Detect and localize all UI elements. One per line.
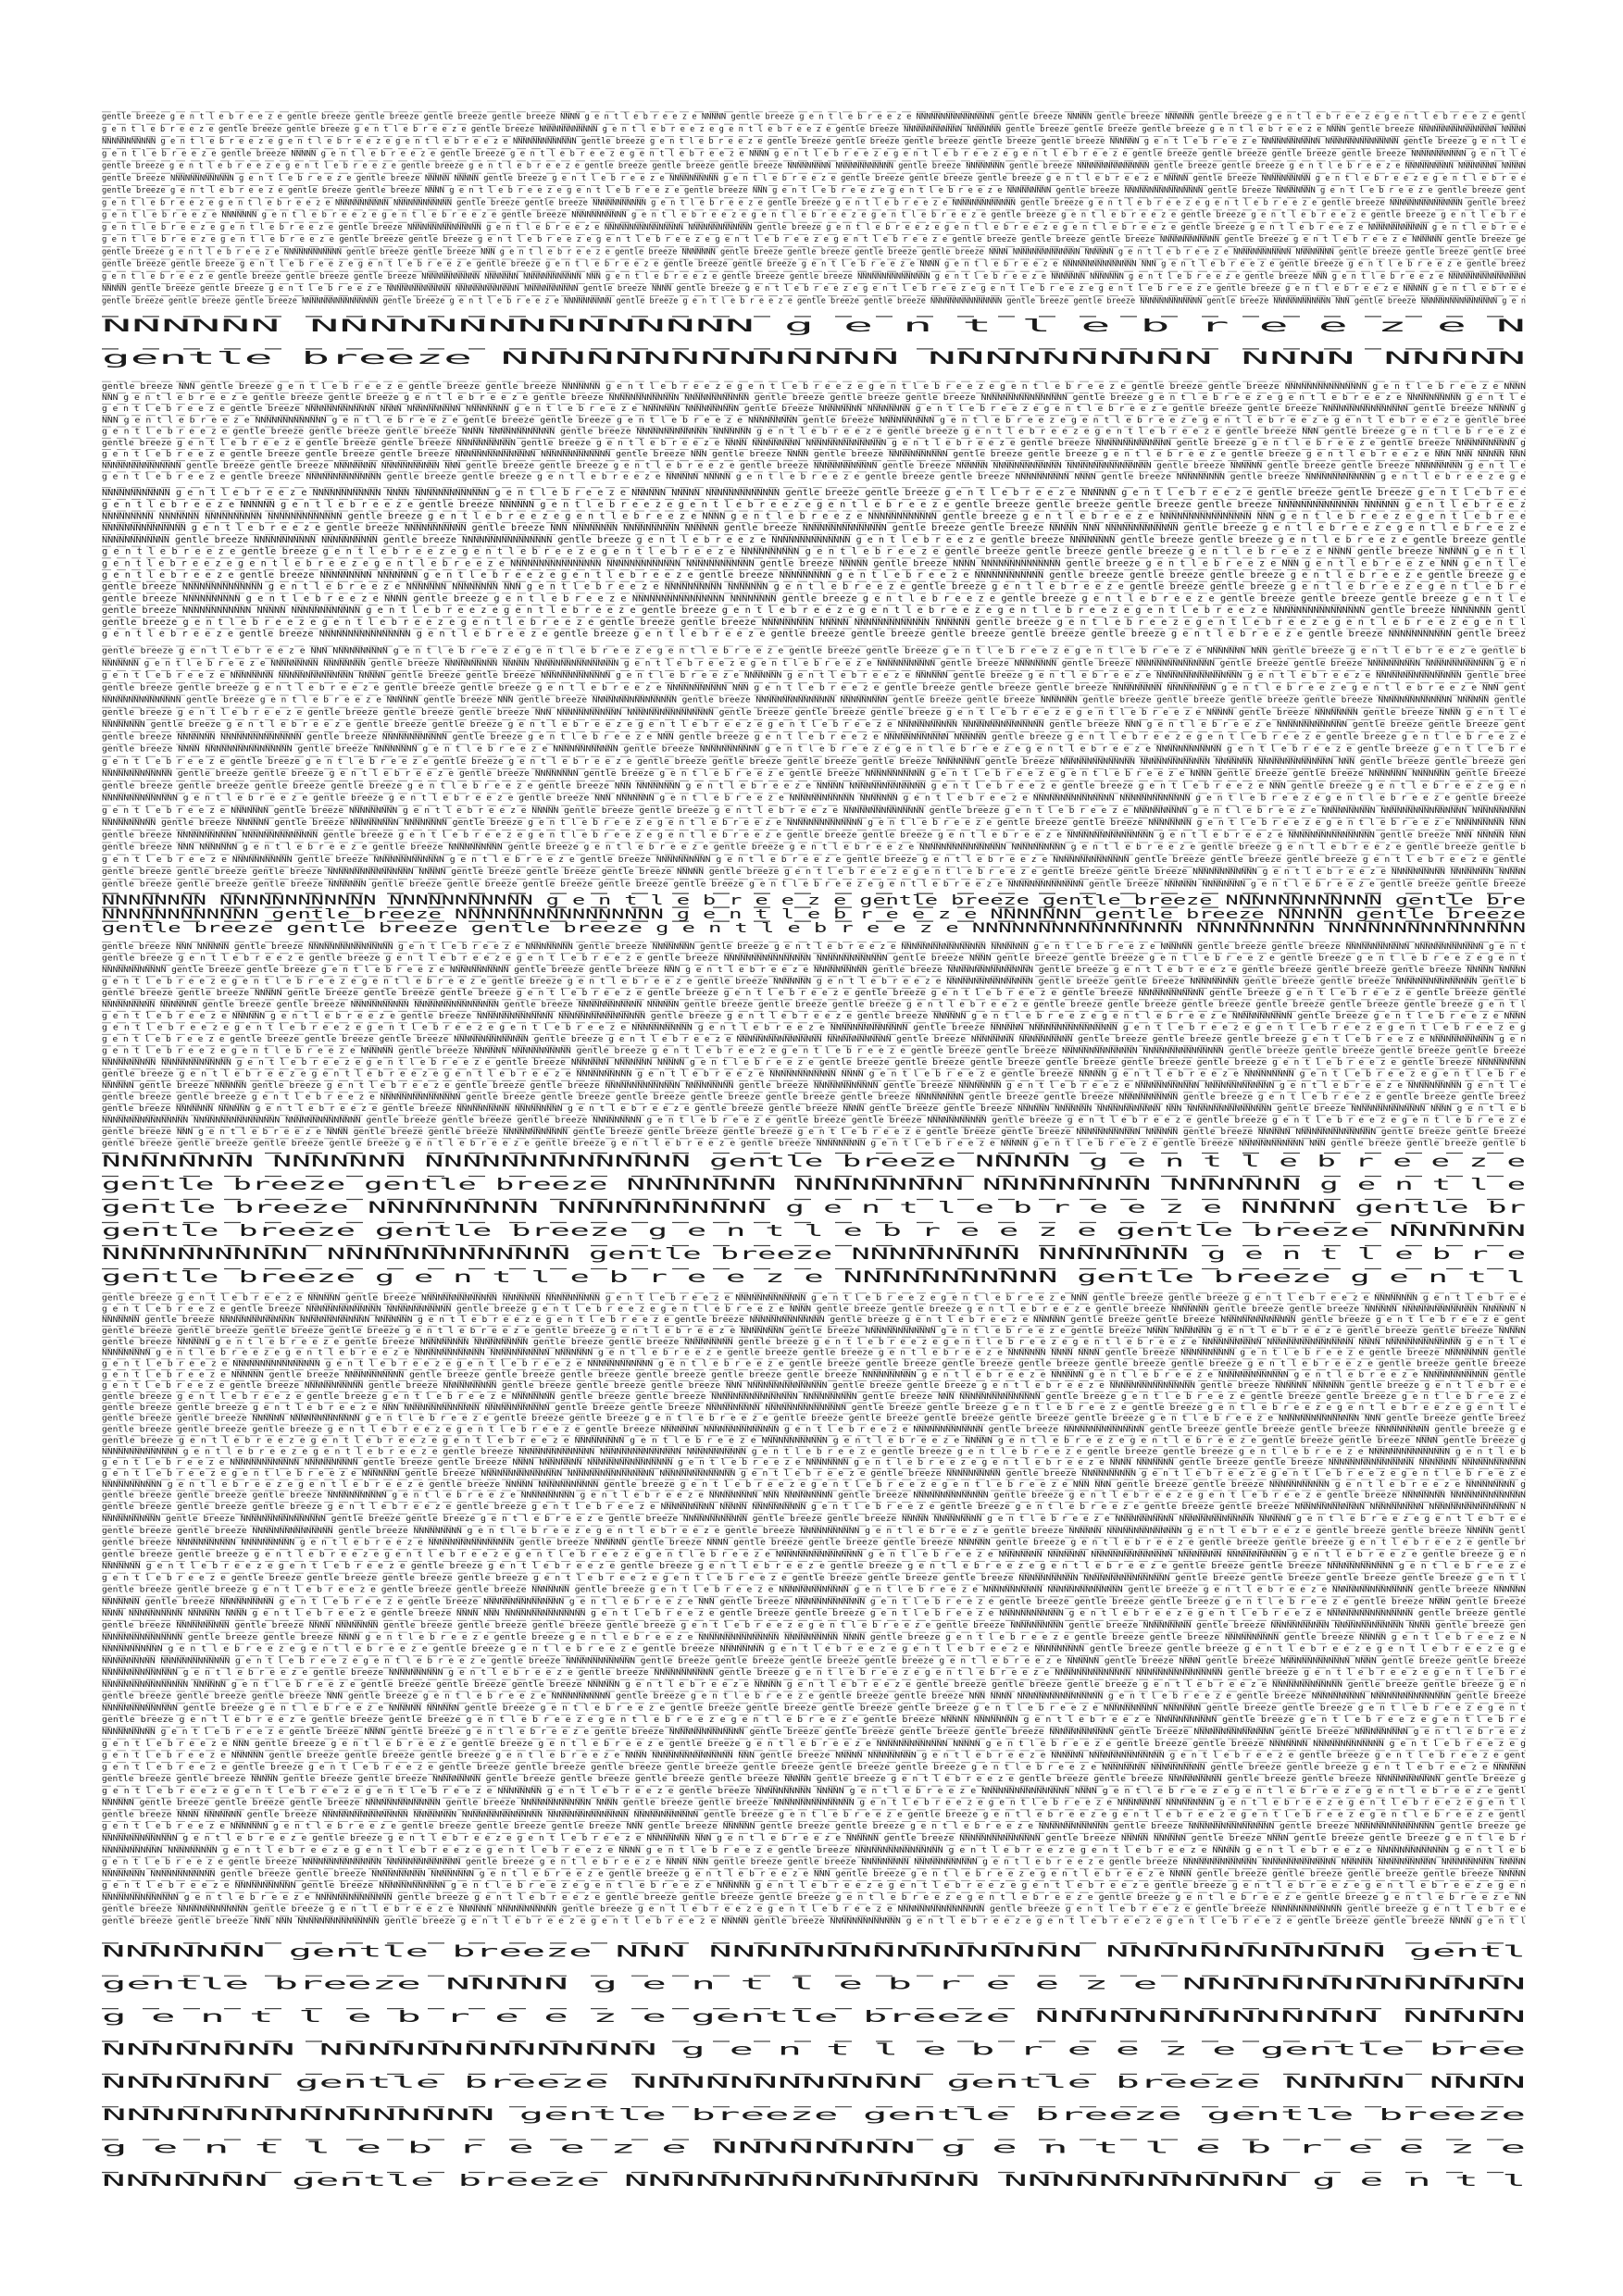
texture-row: g e n t l e b r e e z e g e n t l e b r e e z e g e n t l e b r e e z e NNNNNNNNNNNNNNNN NNNNNNNNNNNNN NNNNNNNNNNNN gentle breeze NNNNN gentle breeze NNNN NNNNNNNNNNNNNN gentle breeze g e n t l e b r e e z e NNN g e n t l e b r e e z e NNN g e n t l e bbox=[102, 558, 1526, 569]
texture-row: NNNNNNNNNNN g e n t l e b r e e z e g e n t l e b r e e z e g e n t l e b r e e z e NNNNNNNNNNNNN gentle breeze g e n t l e b r e e z e gentle breeze gentle breeze gentle breeze gentle breeze gentle breeze NNNNNN g e n t l e b r e e z e NNNNNNNNNNNN NNNNNNNNNNNNNNN gentle breeze g e n t l e bbox=[102, 137, 1526, 147]
texture-row: NNNNNNNNNNNNNNN gentle breeze gentle breeze NNNNNNNN NNNNNNNNNNN NNN gentle breeze gentle breeze g e n t l e b r e e z e gentle breeze NNNNNNNNNNNN gentle breeze NNNNNN NNNNNNNNNNNNN NNNNNNNNNNNNNNNN gentle breeze NNNNNN gentle breeze gentle breeze NNNNNNNNN g e n t l e bbox=[102, 461, 1526, 471]
texture-row: gentle breeze gentle breeze NNNNNN NNNNNNNNNNNNN g e n t l e b r e e z e gentle breeze gentle breeze g e n t l e b r e e z e gentle breeze gentle breeze gentle breeze gentle breeze gentle breeze g e n t l e b r e e z e NNNNNNNNNNNNNNN NNN gentle breeze gentle breez bbox=[102, 1414, 1526, 1424]
texture-row: gentle breeze NNNNNNNNNN gentle breeze NNNN NNNNNNNN gentle breeze gentle breeze gentle breeze gentle breeze g e n t l e b r e e z e g e n t l e b r e e z e gentle breeze NNNNNNNNNN gentle breeze NNNNNNNNN gentle breeze NNNNNNNNNNN NNNNNNNNNNNNN NNNN gentle breeze gen bbox=[102, 1621, 1526, 1630]
texture-row: g e n t l e b r e e z e NNNNNNNN NNNNNNNNNNNNNN NNNNN gentle breeze gentle breeze NNNNNNNNNNNNN g e n t l e b r e e z e NNNNNNN g e n t l e b r e e z e NNNNNN gentle breeze g e n t l e b r e e z e NNNNNNNNNNNNNNNN g e n t l e b r e e z e NNNNNNNNNNNNNNNN gentle bree bbox=[102, 671, 1527, 681]
texture-row: g e n t l e b r e e z e g e n t l e b r e e z e g e n t l e b r e e z e NNNNNNNN g e n t l e b r e e z e gentle breeze NNNNNNNNNN NNNNN g e n t l e b r e e z e NNNNNNNNNNNNNNNN NNNN g e n t l e b r e e z e g e n t l e b r e e z e g e n t l e b r e e z e gentl bbox=[102, 1786, 1526, 1796]
texture-row: gentle breeze gentle breeze gentle breeze NNNNNNNNNNNNNNNN gentle breeze g e n t l e b r e e z e NNNNNNNNNN gentle breeze g e n t l e b r e e z e gentle breeze gentle breeze NNNNNNNNNNNNNNN gentle breeze gentle breeze NNNNNNNNNNNNN gentle breeze NNNNNNNNNNNN NNN gentle breeze NNNNNNNNNNNNNNNN g e n bbox=[102, 296, 1526, 306]
texture-row: g e n t l e b r e e z e gentle breeze gentle breeze gentle breeze NNNNNNNNNNNNNN gentle breeze g e n t l e b r e e z e NNNNNNNNNNNNNNNN NNNNNNNNNNNN gentle breeze NNNNNNNN NNNNNNNNNN gentle breeze gentle breeze gentle breeze g e n t l e b r e e z e NNNNNNNNNNNN g e n bbox=[102, 1035, 1526, 1044]
texture-row: NNNNNNNNNNNN g e n t l e b r e e z e NNNNNNNNNNNN NNNN NNNNNNNNNNNNN g e n t l e b r e e z e NNNNNN NNNNN NNNNNNNNNNNNN gentle breeze gentle breeze g e n t l e b r e e z e NNNNNN g e n t l e b r e e z e gentle breeze gentle breeze g e n t l e b r e e bbox=[102, 488, 1526, 499]
texture-row: g e n t l e b r e e z e gentle breeze gentle breeze gentle breeze NNNN NNNNNNNNNNNN gentle breeze NNNNNNNNNNNNN NNNNNNN g e n t l e b r e e z e gentle breeze g e n t l e b r e e z e g e n t l e b r e e z e gentle breeze NNN gentle breeze g e n t l e b r e e z e bbox=[102, 427, 1526, 437]
texture-row: NNNNNNNN NNNNNNNNNNNN NNNNNNNNNNN g e n t l e b r e e z e gentle breeze gentle breeze NNNNNNNNNNNN gentle bre bbox=[102, 893, 1526, 908]
texture-row: gentle breeze g e n t l e b r e e z e gentle breeze gentle breeze g e n t l e b r e e z e g e n t l e b r e e z e g e n t l e b r e e z e gentle breeze NNNNN NNNNNNNN g e n t l e b r e e z e NNNNNNNNNNN gentle breeze g e n t l e b r e e z e g e n t l e b r e bbox=[102, 1716, 1526, 1726]
texture-row: gentle breeze gentle breeze gentle breeze gentle breeze g e n t l e b r e e z e gentle breeze g e n t l e b r e e z e gentle breeze NNNNNNNNN g e n t l e b r e e z e NNNNN g e n t l e b r e e z e gentle breeze NNNNNNNNNNNN NNN gentle breeze gentle breeze gentle b bbox=[102, 1139, 1526, 1149]
texture-row: gentle breeze NNNN NNNNNNN gentle breeze NNNNNNNNNNNNNNNN NNNNNNNN NNNNNNNNNNNNNNN NNNNNNNNNNNNNNN NNNNNNNNNNNN gentle breeze g e n t l e b r e e z e gentle breeze g e n t l e b r e e z e g e n t l e b r e e z e g e n t l e b r e e z e g e n t l e b r e e z e gentl bbox=[102, 1810, 1526, 1820]
texture-row: gentle breeze NNNNNNNNNNN NNNNNNNNNN g e n t l e b r e e z e NNNNNNNNNNNNNNNN gentle breeze NNNNNN gentle breeze NNNN gentle breeze gentle breeze gentle breeze NNNNNN gentle breeze g e n t l e b r e e z e gentle breeze gentle breeze g e n t l e b r e e z e gentle br bbox=[102, 1538, 1527, 1548]
texture-row: g e n t l e b r e e z e NNNNNN gentle breeze gentle breeze gentle breeze g e n t l e b r e e z e NNNN NNNNNNNNNNNNNNN NNN gentle breeze NNNNN NNNNNNNNN g e n t l e b r e e z e NNNNNN NNNNNNNNNNNNNN g e n t l e b r e e z e gentle breeze g e n t l e b r e e z e gent bbox=[102, 1751, 1526, 1761]
texture-row: g e n t l e b r e e z e gentle breeze NNNNNNNNN NNNNNNN g e n t l e b r e e z e g e n t l e b r e e z e gentle breeze NNNNNNNNN g e n t l e b r e e z e NNNNNNNNNNNN gentle breeze gentle breeze gentle breeze g e n t l e b r e e z e gentle breeze g e bbox=[102, 570, 1527, 580]
texture-row: gentle breeze NNNNNNNNNNN NNNNNNNNNNNNNN gentle breeze g e n t l e b r e e z e g e n t l e b r e e z e g e n t l e b r e e z e gentle breeze gentle breeze g e n t l e b r e e z e NNNNNNNNNNNNNNNN g e n t l e b r e e z e NNNNNNNNNNNNNNNN gentle breeze NNN NNNNN NNN bbox=[102, 830, 1526, 841]
texture-row: NNNNNNNNNNNNNNNN NNNNNN g e n t l e b r e e z e gentle breeze gentle breeze gentle breeze NNNNNN g e n t l e b r e e z e NNNNN g e n t l e b r e e z e gentle breeze gentle breeze gentle breeze g e n t l e b r e e z e NNNNNNNNNNNNN gentle breeze gentle breeze g e n bbox=[102, 1679, 1526, 1690]
texture-row: gentle breeze NNNNNNNNNNNNNN g e n t l e b r e e z e NNNNNNN NNNNNNNN NNN g e n t l e b r e e z e NNNNNNNNNN NNNNNNN g e n t l e b r e e z e gentle breeze g e n t l e b r e e z e gentle breeze gentle breeze g e n t l e b r e e z e g e n t l e b r e bbox=[102, 581, 1527, 593]
texture-row: gentle breeze NNNNNNNNNNNN NNNNN NNNNNNNNNNNN g e n t l e b r e e z e g e n t l e b r e e z e gentle breeze g e n t l e b r e e z e g e n t l e b r e e z e g e n t l e b r e e z e g e n t l e b r e e z e NNNNNNNNNNNNNNNN gentle breeze NNNNNNN gentl bbox=[102, 605, 1527, 617]
texture-row: NNNNNNNN gentle breeze g e n t l e b r e e z e gentle breeze gentle breeze g e n t l e b r e e z e g e n t l e b r e e z e g e n t l e b r e e z e NNNNNNNNNNN NNNNNNNNNNNNNNN gentle breeze NNN g e n t l e b r e e z e NNNNNNNNNNNNN gentle breeze gentle breeze gent bbox=[102, 720, 1526, 730]
texture-row: gentle breeze gentle breeze gentle breeze NNNNNNNNNNNNNNNN NNNNN gentle breeze gentle breeze gentle breeze NNNNN gentle breeze g e n t l e b r e e z e g e n t l e b r e e z e gentle breeze gentle breeze NNNNNNNNNNNN g e n t l e b r e e z e NNNNNNNNNN NNNNNNNN NNNNN bbox=[102, 867, 1526, 878]
texture-row: g e n t l e b r e e z e g e n t l e b r e e z e gentle breeze gentle breeze g e n t l e b r e e z e g e n t l e b r e e z e g e n t l e b r e e z e g e n t l e b r e e z e gentle breeze gentle breeze gentle breeze NNNNNNNNNNNN gentle breeze g e n t l e b r e e z e NNNNNN gentle breeze ge bbox=[102, 235, 1526, 245]
texture-row: gentle breeze NNNNNNNNNNNNNN NNNNNNNNNN NNNN NNNNN bbox=[102, 348, 1526, 368]
texture-row: gentle breeze gentle breeze g e n t l e b r e e z e gentle breeze gentle breeze NNNNNNN gentle breeze g e n t l e b r e e z e NNNNNNNNNNNNN g e n t l e b r e e z e NNNNNNNNNNN NNNNNNNNNNNNNN gentle breeze g e n t l e b r e e z e NNNNNNNNNNNNNNN gentle breeze NNNNNN bbox=[102, 1585, 1526, 1595]
texture-row: g e n t l e b r e e z e NNNNNNNNNNN gentle breeze NNNNNNNNNNNN g e n t l e b r e e z e g e n t l e b r e e z e NNNNNN g e n t l e b r e e z e g e n t l e b r e e z e g e n t l e b r e e z e gentle breeze g e n t l e b r e e z e g e n t l e b r e e z e g e n bbox=[102, 1881, 1526, 1891]
texture-row: g e n t l e b r e e z e gentle breeze NNNNNNNNNNNNN NNNN NNNNNNNNNN NNNNNNNN g e n t l e b r e e z e NNNNNNN NNNNNNNNNN gentle breeze NNNNNNNN NNNNNNNN g e n t l e b r e e z e g e n t l e b r e e z e gentle breeze gentle breeze NNNNNNNNNNNNNNNN gentle breeze NNNNN g bbox=[102, 405, 1527, 415]
texture-row: gentle breeze gentle breeze NNNNN gentle breeze gentle breeze gentle breeze g e n t l e b r e e z e gentle breeze g e n t l e b r e e z e gentle breeze g e n t l e b r e e z e gentle breeze NNNNNNNNNNNN gentle breeze g e n t l e b r e e z e gentle breeze gentle bbox=[102, 989, 1526, 998]
texture-row: NNNNNNNNNN NNNNNNNNNNNNN g e n t l e b r e e z e g e n t l e b r e e z e gentle breeze NNNNNNNNNNNNN gentle breeze gentle breeze gentle breeze gentle breeze g e n t l e b r e e z e NNNNNN gentle breeze NNNN gentle breeze NNNNNNNNNNNNN NNNN gentle breeze gentle breeze bbox=[102, 1656, 1526, 1666]
texture-row: gentle breeze g e n t l e b r e e z e gentle breeze gentle breeze NNNN g e n t l e b r e e z e g e n t l e b r e e z e gentle breeze NNN g e n t l e b r e e z e g e n t l e b r e e z e NNNNNNNNN gentle breeze NNNNNNNNNNNNNNNN gentle breeze NNNNNNNN g e n t l e b r e e z e gentle breeze gent bbox=[102, 186, 1526, 196]
texture-row: NNNNNNNNNNN g e n t l e b r e e z e g e n t l e b r e e z e gentle breeze NNNNN NNNNNNNNNNN gentle breeze g e n t l e b r e e z e g e n t l e b r e e z e g e n t l e b r e e z e NNN NNN gentle breeze gentle breeze NNNNNNNNNNN g e n t l e b r e e z e NNNNNNNNN g bbox=[102, 1479, 1526, 1490]
texture-row: gentle breeze g e n t l e b r e e z e gentle breeze gentle breeze gentle breeze NNN NNNNNNNNNNNN NNNNNNNNNNNNNNNN gentle breeze gentle breeze gentle breeze g e n t l e b r e e z e g e n t l e b r e e z e NNNNN gentle breeze NNNNNNNN gentle breeze NNNN g e n t l e bbox=[102, 707, 1526, 718]
texture-row: g e n t l e b r e e z e gentle breeze g e n t l e b r e e z e g e n t l e b r e e z e g e n t l e b r e e z e NNNNNNNNNN g e n t l e b r e e z e gentle breeze gentle breeze gentle breeze g e n t l e b r e e z e NNNN gentle breeze NNNNN g e n t l bbox=[102, 546, 1526, 557]
texture-row: gentle breeze g e n t l e b r e e z e g e n t l e b r e e z e g e n t l e b r e e z e gentle breeze gentle breeze NNNNNNNNN NNNNN NNNNNNNNNNNNN NNNNNN gentle breeze g e n t l e b r e e z e g e n t l e b r e e z e g e n t l e b r e e z e g e n t l bbox=[102, 617, 1526, 628]
texture-row: gentle breeze g e n t l e b r e e z e NNNNNNNNNNNN gentle breeze gentle breeze NNN g e n t l e b r e e z e gentle breeze NNNNNNN gentle breeze gentle breeze gentle breeze gentle breeze NNNN NNNNNNNNNNNNNN NNNNNN g e n t l e b r e e z e NNNNNNNNNNNN NNNNNNNN gentle breeze gentle breeze gentle bree bbox=[102, 247, 1526, 257]
texture-row: gentle breeze gentle breeze gentle breeze NNNNNNN gentle breeze gentle breeze gentle breeze gentle breeze gentle breeze g e n t l e b r e e z e g e n t l e b r e e z e NNNNNNNNNNNNNN gentle breeze NNNNNN NNNNNNNN g e n t l e b r e e z e gentle breeze gentle breeze bbox=[102, 880, 1526, 890]
texture-row: g e n t l e b r e e z e gentle breeze NNNNN g e n t l e b r e e z e gentle breeze g e n t l e b r e e z e g e n t l e b r e e z e NNNN g e n t l e b r e e z e g e n t l e b r e e z e g e n t l e b r e e z e gentle breeze gentle breeze gentle breeze gentle breeze NNNNNNNNNNN g e n t l e bbox=[102, 149, 1526, 159]
texture-row: gentle breeze gentle breeze NNN NNN NNNNNNNNNNNNNNN gentle breeze g e n t l e b r e e z e g e n t l e b r e e z e NNNNN gentle breeze NNNNNNNNNNNNN g e n t l e b r e e z e g e n t l e b r e e z e g e n t l e b r e e z e gentle breeze gentle breeze NNNN g e n t l bbox=[102, 1916, 1527, 1927]
texture-row: gentle breeze g e n t l e b r e e z e g e n t l e b r e e z e gentle breeze g e n t l e b r e e z e gentle breeze gentle breeze gentle breeze NNNNNNNNN NNNNNNNNNNNN gentle breeze NNNNNNNN gentle breeze NNNNNNNNNNNNNNN gentle breeze gentle breeze g e n t l e b r e e z e NNNNNNNNNN NNNNNNNN NNNNN bbox=[102, 161, 1526, 171]
texture-row: gentle breeze gentle breeze g e n t l e b r e e z e NNN NNNNNNNNNNNNNN NNNNNNNNNNNN gentle breeze gentle breeze NNNNNNNNNN NNNNNNNNNNNNNNN gentle breeze gentle breeze g e n t l e b r e e z e gentle breeze g e n t l e b r e e z e g e n t l e b r e e z e g e n t l e bbox=[102, 1403, 1526, 1413]
texture-row: NNNNNNNNNN NNNNNNN gentle breeze gentle breeze NNNNNNNNNNN NNNNNNNNNNNNNNNN gentle breeze NNNNNNNNNNNN NNNNNN gentle breeze gentle breeze gentle breeze g e n t l e b r e e z e gentle breeze gentle breeze gentle breeze gentle breeze gentle breeze gentle breeze g e n t l bbox=[102, 1000, 1526, 1010]
texture-row: g e n t l e b r e e z e NNNNNNN g e n t l e b r e e z e g e n t l e b r e e z e gentle breeze NNNNNNNNNNN g e n t l e b r e e z e g e n t l e b r e e z e g e n t l e b r e e z e gentle breeze g e n t l e b r e e z e gentle breeze g e n t l e b r e e z e gentle breeze g e n t l e b r e bbox=[102, 210, 1526, 220]
texture-row: gentle breeze gentle breeze gentle breeze gentle breeze g e n t l e b r e e z e gentle breeze NNN NNNNNNNN g e n t l e b r e e z e NNNNN NNNNNNNNNNNNNN g e n t l e b r e e z e gentle breeze g e n t l e b r e e z e NNN gentle breeze g e n t l e b r e e z e g e n bbox=[102, 781, 1526, 792]
texture-row: gentle breeze gentle breeze g e n t l e b r e e z e g e n t l e b r e e z e gentle breeze g e n t l e b r e e z e gentle breeze gentle breeze g e n t l e b r e e z e NNNN g e n t l e b r e e z e NNNNNNNNNNNNNNN NNN g e n t l e b r e e z e gentle breeze g e n t l e b r e e z e gentle breez bbox=[102, 259, 1526, 269]
texture-row: gentle breeze gentle breeze NNNNNNNN NNNNNNNNN NNNNNNNNN NNNNNNN g e n t l e bbox=[102, 1176, 1526, 1194]
texture-row: gentle breeze NNNNNNN NNNNNNNNNNNNNNN gentle breeze NNNNNNNNNNNN gentle breeze g e n t l e b r e e z e NNN gentle breeze g e n t l e b r e e z e NNNNNNNNNNNN NNNNNN gentle breeze g e n t l e b r e e z e g e n t l e b r e e z e gentle breeze g e n t l e b r e e z e bbox=[102, 732, 1526, 742]
texture-row: NNN g e n t l e b r e e z e gentle breeze gentle breeze g e n t l e b r e e z e gentle breeze NNNNNNNNNNNNN NNNNNNNNNNNN gentle breeze gentle breeze gentle breeze NNNNNNNNNNNNNNNN gentle breeze g e n t l e b r e e z e g e n t l e b r e e z e NNNNNNNNNN g e n t l e bbox=[102, 393, 1526, 403]
texture-row: NNNNNNN gentle breeze NNNNNNNNNNNNNNN NNNNNNNNNNNN g e n t l bbox=[102, 2171, 1526, 2190]
texture-row: gentle breeze NNNNNNNNNNNNN g e n t l e b r e e z e gentle breeze NNNNN NNNNN gentle breeze g e n t l e b r e e z e NNNNNNNNNN g e n t l e b r e e z e gentle breeze gentle breeze gentle breeze g e n t l e b r e e z e NNNNN gentle breeze NNNNNNNNNN g e n t l e b r e e z e g e n t l e b r e e bbox=[102, 173, 1526, 183]
texture-row: NNNNNNN gentle breeze NNN NNNNNNNNNNNNNNNN NNNNNNNNNNNN gentl bbox=[102, 1942, 1526, 1962]
texture-row: gentle breeze g e n t l e b r e e z e NNNNNNNNNNN gentle breeze g e n t l bbox=[102, 1268, 1526, 1287]
texture-row: NNNNNNNNNNN g e n t l e b r e e z e g e n t l e b r e e z e gentle breeze g e n t l e b r e e z e gentle breeze NNNNNNNN g e n t l e b r e e z e g e n t l e b r e e z e NNNNNNNNN gentle breeze gentle breeze g e n t l e b r e e z e g e n t l e b r e e z e g e bbox=[102, 1644, 1526, 1654]
texture-row: g e n t l e b r e e z e gentle breeze gentle breeze g e n t l e b r e e z e gentle breeze NNNNNNNNNNNN g e n t l e b r e e z e g e n t l e b r e e z e gentle breeze NNNNNNNNNNNN NNNNNNN gentle breeze gentle breeze gentle breeze g e n t l e b r e e z e NNNN gentle breeze NNNNNNNNNNNNNNNN NNNNN bbox=[102, 124, 1526, 134]
texture-row: gentle breeze gentle breeze NNNNN gentle breeze gentle breeze NNNNNNNNN gentle breeze gentle breeze gentle breeze gentle breeze NNNNN gentle breeze g e n t l e b r e e z e gentle breeze gentle breeze NNNNNNNNNN gentle breeze gentle breeze NNNNNNNNNNNN gentle breeze g bbox=[102, 1775, 1526, 1785]
texture-row: NNNNNN gentle breeze NNNNNN gentle breeze g e n t l e b r e e z e gentle breeze gentle breeze NNNNNNNNNNNNNN NNNNNNNNN gentle breeze NNNNNNNNNNNN gentle breeze NNNNNNNN g e n t l e b r e e z e NNNNNNNNNNNN NNNNNNNNNNNNN g e n t l e b r e e z e NNNNNNNNNN g e n t l e bbox=[102, 1081, 1527, 1091]
texture-row: g e n t l e b r e e z e gentle breeze NNNNNNNNNNNNNN NNNNNNNNNNNN gentle breeze g e n t l e b r e e z e g e n t l e b r e e z e NNNN gentle breeze gentle breeze g e n t l e b r e e z e gentle breeze NNNNNNN gentle breeze gentle breeze NNNNNN NNNNNNNNNNNNNN NNNNNN N bbox=[102, 1304, 1526, 1315]
texture-row: gentle breeze gentle breeze g e n t l e b r e e z e gentle breeze gentle breeze g e n t l e b r e e z e NNNNNNNNNNN NNN g e n t l e b r e e z e gentle breeze gentle breeze gentle breeze NNNNNNNNN NNNNNNNNN g e n t l e b r e e z e g e n t l e b r e e z e NNN gent bbox=[102, 683, 1527, 693]
texture-row: NNNNNNNNNNNN gentle breeze gentle breeze g e n t l e b r e e z e NNNNNNNNNNN gentle breeze gentle breeze NNN g e n t l e b r e e z e NNNNNNNNNN gentle breeze NNNNNNNNNNNNNNNN gentle breeze g e n t l e b r e e z e gentle breeze gentle breeze gentle breeze NNNNN NNNNN bbox=[102, 966, 1527, 975]
texture-row: g e n t l e b r e e z e NNNNNNN gentle breeze NNNNNNNNN g e n t l e b r e e z e NNNNN gentle breeze gentle breeze g e n t l e b r e e z e NNNNNNNNNNNNNNN gentle breeze g e n t l e b r e e z e NNNNNNNNNN g e n t l e b r e e z e NNNNNNNNNN NNNNNNNNNNNNNNNN NNNNNNNNNN bbox=[102, 805, 1526, 816]
texture-row: NNNNNNNNN g e n t l e b r e e z e g e n t l e b r e e z e NNNNNNNNNNNNN NNNNNNNNNNN NNNNNNN g e n t l e b r e e z e gentle breeze gentle breeze g e n t l e b r e e z e NNNNNNN NNNN NNNN gentle breeze NNNNNNNNNN g e n t l e b r e e z e gentle breeze NNNNNNNN gentle bbox=[102, 1348, 1526, 1358]
texture-row: NNNNN gentle breeze gentle breeze g e n t l e b r e e z e NNNNNNNNNNNNN NNNNNNNNNNNNN NNNNNNNNNNN gentle breeze NNNN gentle breeze g e n t l e b r e e z e g e n t l e b r e e z e g e n t l e b r e e z e g e n t l e b r e e z e gentle breeze g e n t l e b r e e z e NNNNN g e n t l e b r e e bbox=[102, 284, 1526, 294]
texture-row: gentle breeze g e n t l e b r e e z e gentle breeze g e n t l e b r e e z e NNNNNNNN gentle breeze gentle breeze NNNNNNNNNNNNNNNN NNNNNNNNNN gentle breeze NNN NNNNNNNNNNNNNNN gentle breeze g e n t l e b r e e z e gentle breeze gentle breeze g e n t l e b r e e z e bbox=[102, 1392, 1526, 1403]
texture-row: gentle breeze gentle breeze gentle breeze NNNNNNNNNNN g e n t l e b r e e z e NNNNNNNNNN g e n t l e b r e e z e NNNNNNNNN NNN NNNNNNNNN gentle breeze NNNNNNNNNNNNNN gentle breeze g e n t l e b r e e z e g e n t l e b r e e z e gentle breeze NNNNNNNN NNNNNNNNNNNNNN bbox=[102, 1491, 1526, 1501]
texture-row: NNNNNNNNN NNNNNNN NNNNNNNNNN NNNNNNNNNNNNN gentle breeze g e n t l e b r e e z e g e n t l e b r e e z e NNNN g e n t l e b r e e z e NNNNNNNNNNNN gentle breeze g e n t l e b r e e z e NNNNNNNNNNNNNNNN NNN g e n t l e b r e e z e g e n t l e b r e e bbox=[102, 511, 1526, 522]
texture-row: g e n t l e b r e e z e gentle breeze NNNNNNNNNNNNNNNN g e n t l e b r e e z e gentle breeze g e n t l e b r e e z e gentle breeze gentle breeze gentle breeze gentle breeze gentle breeze g e n t l e b r e e z e gentle breeze NNNNNNNNNNN gentle breez bbox=[102, 629, 1526, 640]
texture-row: gentle breeze g e n t l e b r e e z e g e n t l e b r e e z e g e n t l e b r e e z e NNNNNNNNN g e n t l e b r e e z e NNNNNNNNNNNN g e n t l e b r e e z e NNNNN g e n t l e b r e e z e g e n t l e b r e e z e gentle breeze gentle breeze NNNN gentle breeze g bbox=[102, 1436, 1526, 1446]
texture-row: gentle breeze g e n t l e b r e e z e gentle breeze g e n t l e b r e e z e g e n t l e b r e e z e gentle breeze NNNNNNNNNNNNNNNN NNNNNNNNNNNNN gentle breeze NNNN gentle breeze gentle breeze g e n t l e b r e e z e gentle breeze g e n t l e b r e e z e g e n t bbox=[102, 954, 1526, 964]
texture-row: NNNNNNN g e n t l e b r e e z e g e n t l e b r e e z e gentle breeze g e n t l e b r e e z e gentle breeze g e n t l e b r e e z e gentle breeze g e n t l e b r e e z e g e n t l e b r e e z e gentle breeze gentle breeze NNNNNNNNNNNN g e n t l e b r e e z e bbox=[102, 1562, 1526, 1572]
texture-row: NNNNNNNNNNN NNNNNNNNNNNNN gentle breeze NNNNNNNNN NNNNNNNN g e n t l e b r e bbox=[102, 1245, 1526, 1264]
texture-row: NNNNNNNNNNNNNNN gentle breeze gentle breeze NNNN g e n t l e b r e e z e gentle breeze g e n t l e b r e e z e NNNNNNNNNNNNNNN NNNNNNNNNN NNNN gentle breeze g e n t l e b r e e z e gentle breeze gentle breeze NNNNNNNNNN gentle breeze NNNNN g e n t l e b r e e z e N bbox=[102, 1632, 1526, 1642]
texture-row: NNNNNNNNNN NNNNNNNNNNNNN g e n t l e b r e e z e g e n t l e b r e e z e gentle breeze NNNNNNN NNNNNNN NNNNN g e n t l e b r e e z e gentle breeze gentle breeze gentle breeze gentle breeze gentle breeze gentle breeze g e n t l e b r e e z e gentle breeze NNNNNNNNN bbox=[102, 1058, 1526, 1067]
texture-row: gentle breeze gentle breeze gentle breeze g e n t l e b r e e z e gentle breeze g e n t l e b r e e z e NNNNNNNNNN NNNNN NNNNNNNNNN g e n t l e b r e e z e gentle breeze g e n t l e b r e e z e gentle breeze gentle breeze NNNNNNNNNNNNN NNNNNNNNNN NNNNNNNNNNNNNNNN N bbox=[102, 1503, 1526, 1513]
texture-row: NNNNNNNNNNNNNN g e n t l e b r e e z e gentle breeze g e n t l e b r e e z e gentle breeze NNN NNNNNNN g e n t l e b r e e z e NNNNNNNNNNNN NNNNNNN g e n t l e b r e e z e NNNNNNNNNNNNNNN NNNNNNNNNNNNN g e n t l e b r e e z e g e n t l e b r e e z e gentle breeze bbox=[102, 793, 1526, 804]
texture-row: g e n t l e b r e e z e gentle breeze NNNNNNNNNNN gentle breeze NNNNNNNNNN gentle breeze gentle breeze gentle breeze NNN NNNNNNNNNNNNNNN gentle breeze gentle breeze g e n t l e b r e e z e NNNNNNNNNNNNNNNN gentle breeze NNNNNN NNNNNN gentle breeze g e n t l e b r e e bbox=[102, 1381, 1526, 1391]
texture-row: gentle breeze NNN NNNNNN gentle breeze NNNNNNNNNNNNNNNN g e n t l e b r e e z e NNNNNNNNN gentle breeze NNNNNNNN gentle breeze g e n t l e b r e e z e NNNNNNNNNNNNNNNN NNNNNNN g e n t l e b r e e z e NNNNNN gentle breeze gentle breeze NNNNNNNNNNNN NNNNNNNNNNNNN g e n t bbox=[102, 942, 1526, 952]
texture-row: gentle breeze NNNNNNNNNN g e n t l e b r e e z e NNNN gentle breeze g e n t l e b r e e z e NNNNNNNNNNNNNNNN NNNNNNNN gentle breeze g e n t l e b r e e z e gentle breeze g e n t l e b r e e z e gentle breeze gentle breeze gentle breeze g e n t l e bbox=[102, 593, 1526, 605]
texture-row: g e n t l e b r e e z e gentle breeze gentle breeze gentle breeze NNNNNNNNNNNN NNNNNNN NNNNNNNNNNNN NNN g e n t l e b r e e z e gentle breeze gentle breeze NNNNNNNNNNNNNNN g e n t l e b r e e z e NNNNNNN NNNNNNN g e n t l e b r e e z e gentle breeze NNN g e n t l e b r e e z e NNNNNNNNNNNNNNNN bbox=[102, 271, 1526, 281]
texture-row: NNNNNNN gentle breeze NNNNNNNNNNNNNN NNNNNNNNNNNNN NNNNNNN g e n t l e b r e e z e g e n t l e b r e e z e gentle breeze NNNNNNNNNNNNNN gentle breeze g e n t l e b r e e z e NNNNNN gentle breeze gentle breeze NNNNNNNNNNNNNN gentle breeze g e n t l e b r e e z e gent bbox=[102, 1316, 1527, 1326]
texture-row: g e n t l e b r e e z e g e n t l e b r e e z e NNNNNNN gentle breeze NNNNNNNNNNNNNNN NNNNNNNNNNNNNNNN NNNNNNNNNNNNNN g e n t l e b r e e z e gentle breeze NNNNNNNNNN gentle breeze NNNNNNNNNN g e n t l e b r e e z e g e n t l e b r e e z e g e n t l e b r e e z e bbox=[102, 1468, 1526, 1479]
texture-row: gentle breeze NNN NNNNNNN g e n t l e b r e e z e gentle breeze NNNNNNNNNN gentle breeze g e n t l e b r e e z e gentle breeze g e n t l e b r e e z e NNNNNNNNNNNNNNNN NNNNNNNNNN g e n t l e b r e e z e gentle breeze g e n t l e b r e e z e gentle breeze gentle b bbox=[102, 842, 1526, 853]
texture-row: NNNNNNNNNNN NNNNNNNNN g e n t l e b r e e z e g e n t l e b r e e z e g e n t l e b r e e z e NNNN g e n t l e b r e e z e gentle breeze NNNNNNNNNNNNNNNN g e n t l e b r e e z e g e n t l e b r e e z e NNNNN g e n t l e b r e e z e NNNNNNNNNNNNN g e n t l e b bbox=[102, 1845, 1526, 1855]
texture-row: gentle breeze NNNNNN g e n t l e b r e e z e gentle breeze NNNNNNNNN NNNNNNNNNN gentle breeze gentle breeze NNNNNNNNN gentle breeze g e n t l e b r e e z e g e n t l e b r e e z e g e n t l e b r e e z e NNNNNNNNNNN NNNNNNNNNNNNNNNN NNNN NNNNNNNNNNNNNN g e n t l e bbox=[102, 1337, 1526, 1347]
texture-row: gentle breeze g e n t l e b r e e z e g e n t l e b r e e z e g e n t l e b r e e z e NNNNNNNNNN g e n t l e b r e e z e NNNNNNNNNNNN NNNN g e n t l e b r e e z e gentle breeze NNNNN g e n t l e b r e e z e NNNNNNNNN g e n t l e b r e e z e g e n t l e b r e bbox=[102, 1069, 1526, 1079]
texture-row: g e n t l e b r e e z e g e n t l e b r e e z e NNNNNN gentle breeze NNNNNN NNNNNNNNNNN gentle breeze g e n t l e b r e e z e g e n t l e b r e e z e gentle breeze gentle breeze NNNNNNNNNNNNNN NNNNNNNNNNNNNNN gentle breeze gentle breeze gentle breeze gentle breeze bbox=[102, 1046, 1526, 1056]
texture-row: NNNNNN gentle breeze gentle breeze gentle breeze NNNNNNNNNNNNNN gentle breeze NNNNNNNNNNNNN NNNN gentle breeze gentle breeze NNNNNNNNNNNNNNN g e n t l e b r e e z e g e n t l e b r e e z e NNNNNNNN NNNNNNNNN g e n t l e b r e e z e g e n t l e b r e e z e g e n t l bbox=[102, 1798, 1526, 1808]
texture-row: NNNNNNNNNNNNNNN g e n t l e b r e e z e gentle breeze NNNNNNNNNNN gentle breeze NNN NNNNNNNN NNNNNNNNNN NNNNNN gentle breeze NNNNNNNNNNNNNNN gentle breeze gentle breeze NNNNN NNN NNNNNNNNNNNNN gentle breeze g e n t l e b r e e z e g e n t l e b r e e z e bbox=[102, 523, 1526, 534]
texture-row: g e n t l e b r e e z e gentle breeze gentle breeze gentle breeze NNNNNNNNNNNNNNN NNNNNNNNNNNNN gentle breeze NNN gentle breeze NNNN gentle breeze NNNNNNNNNNN gentle breeze gentle breeze g e n t l e b r e e z e gentle breeze g e n t l e b r e e z e NNN NNN NNNNN NNN bbox=[102, 450, 1527, 460]
texture-row: g e n t l e b r e e z e NNNNNN g e n t l e b r e e z e gentle breeze NNNNNN g e n t l e b r e e z e g e n t l e b r e e z e g e n t l e b r e e z e gentle breeze gentle breeze gentle breeze gentle breeze NNNNNNNNNNNNNN NNNNNN g e n t l e b r e e z bbox=[102, 499, 1526, 510]
texture-row: g e n t l e b r e e z e gentle breeze g e n t l e b r e e z e gentle breeze g e n t l e b r e e z e gentle breeze gentle breeze gentle breeze gentle breeze NNNNNNNN gentle breeze NNNNNNNNNNNNNN NNNNNNNNNNNNN NNNNNNN NNNNNNNNNNNNNN NNN gentle breeze gentle breeze gen bbox=[102, 756, 1527, 767]
texture-row: gentle breeze gentle breeze g e n t l e b r e e z e gentle breeze NNNNNNN bbox=[102, 1222, 1526, 1241]
texture-row: NNNNNNNNNNNN gentle breeze NNNNNNNNNNN NNNNNNNNNN gentle breeze NNNNNNNNNNNNNNNN gentle breeze g e n t l e b r e e z e NNNNNNNNNNNNNN g e n t l e b r e e z e gentle breeze NNNNNNNN gentle breeze gentle breeze g e n t l e b r e e z e gentle breeze gentle bbox=[102, 534, 1527, 545]
texture-row: NNN g e n t l e b r e e z e NNNNNNNNNNNNN g e n t l e b r e e z e gentle breeze gentle breeze g e n t l e b r e e z e NNNNNNNNN gentle breeze NNNNNNNNNN g e n t l e b r e e z e g e n t l e b r e e z e g e n t l e b r e e z e g e n t l e b r e e z e gentle bree bbox=[102, 416, 1526, 426]
texture-row: gentle breeze NNNNN g e n t l e b r e e z e NNNNNNNNNNNNNN bbox=[102, 1975, 1526, 1994]
texture-row: gentle breeze g e n t l e b r e e z e gentle breeze gentle breeze gentle breeze gentle breeze NNNN g e n t l e b r e e z e NNNNN gentle breeze g e n t l e b r e e z e NNNNNNNNNNNNNNNN gentle breeze NNNNN gentle breeze NNNNNN gentle breeze g e n t l e b r e e z e g e n t l e b r e e z e gentl bbox=[102, 112, 1526, 122]
texture-row: g e n t l e b r e e z e gentle breeze g e n t l e b r e e z e gentle breeze gentle breeze gentle breeze gentle breeze gentle breeze gentle breeze gentle breeze g e n t l e b r e e z e NNNNNNNN NNNNNNNNNN gentle breeze gentle breeze g e n t l e b r e e z e NNNNNN bbox=[102, 1763, 1527, 1773]
texture-row: NNNNNNNN NNNNNNNNNNNN gentle breeze gentle breeze NNNNNNNNNN NNNNNNNN g e n t l e b r e e z e gentle breeze g e n t l e b r e e z e NNN gentle breeze g e n t l e b r e e z e g e n t l e b r e e z e NNNN gentle breeze gentle breeze gentle breeze gentle breeze NNNNN bbox=[102, 1869, 1526, 1879]
texture-row: NNNNNNNNNNNNNN g e n t l e b r e e z e g e n t l e b r e e z e gentle breeze NNNNNNNNNNNNNN NNNNNNNNNNNNNNN NNNNNNNNNNN g e n t l e b r e e z e gentle breeze g e n t l e b r e e z e gentle breeze gentle breeze g e n t l e b r e e z e NNNNNNNNNNNNNNN g e n t l e b bbox=[102, 1447, 1526, 1457]
texture-row: gentle breeze NNN g e n t l e b r e e z e NNNN gentle breeze gentle breeze NNNNNNNNNNNN gentle breeze gentle breeze gentle breeze g e n t l e b r e e z e gentle breeze gentle breeze NNNNNNNNNNNN NNNNNN gentle breeze NNNNNN NNNNNNNNNNNNNNN gentle breeze gentle breeze bbox=[102, 1128, 1527, 1137]
texture-row: NNNNNNNNNNNNNN gentle breeze g e n t l e b r e e z e NNNNNN NNNNNN gentle breeze g e n t l e b r e e z e gentle breeze gentle breeze gentle breeze gentle breeze g e n t l e b r e e z e NNNNNNNNNN NNNNNNN gentle breeze gentle breeze g e n t l e b r e e z e g e n t bbox=[102, 1703, 1526, 1714]
texture-row: g e n t l e b r e e z e g e n t l e b r e e z e gentle breeze NNNNNNNNNNNNNNN g e n t l e b r e e z e NNNNNNNNNNNNNNNN NNNNNNNNNNNNN gentle breeze g e n t l e b r e e z e g e n t l e b r e e z e g e n t l e b r e e z e gentle breeze g e n t l e b r e e z e NNNNNNNNNNNN g e n t l e b r e e bbox=[102, 222, 1526, 232]
texture-row: NNNN NNNNNNNNNN NNNNNN NNNN g e n t l e b r e e z e gentle breeze NNNN NNN NNNNNNNNNNNNNNN g e n t l e b r e e z e gentle breeze gentle breeze g e n t l e b r e e z e NNNNNNNNNNNN g e n t l e b r e e z e g e n t l e b r e e z e NNNNNNNNNNNNNNNN gentle breeze gentle bbox=[102, 1609, 1526, 1619]
texture-row: g e n t l e b r e e z e gentle breeze gentle breeze gentle breeze gentle breeze g e n t l e b r e e z e g e n t l e b r e e z e gentle breeze gentle breeze gentle breeze NNNNNNNNNNN NNNNNNNNNNNNNNNN gentle breeze gentle breeze gentle breeze gentle breeze g e n t l bbox=[102, 1573, 1526, 1583]
texture-row: g e n t l e b r e e z e g e n t l e b r e e z e g e n t l e b r e e z e g e n t l e b r e e z e NNNNNNNNNNN g e n t l e b r e e z e NNNNNNNNNNNNNN gentle breeze NNNNNN NNNNNNNNNNNNNNNN g e n t l e b r e e z e g e n t l e b r e e z e g e n t l e b r e e z e g bbox=[102, 1023, 1526, 1033]
texture-row: gentle breeze g e n t l e b r e e z e NNN NNNNNNNNNN g e n t l e b r e e z e g e n t l e b r e e z e g e n t l e b r e e z e gentle breeze gentle breeze g e n t l e b r e e z e g e n t l e b r e e z e NNNNNNN NNN gentle breeze g e n t l e b r e e z e gentle b bbox=[102, 646, 1526, 656]
texture-row: NNNNNNNNNN gentle breeze NNNNNN gentle breeze NNNNNNNNN NNNNNNNN gentle breeze g e n t l e b r e e z e g e n t l e b r e e z e NNNNNNNNNNNNNN g e n t l e b r e e z e gentle breeze gentle breeze NNNNNNNN g e n t l e b r e e z e g e n t l e b r e e z e NNNNNNNNN NNN bbox=[102, 818, 1526, 829]
texture-row: g e n t l e b r e e z e NNNNNNNN g e n t l e b r e e z e bbox=[102, 2139, 1526, 2158]
texture-row: gentle breeze NNNNNNNNNNNNN gentle breeze g e n t l e b r e e z e NNNNNN NNNNNNNNNNN gentle breeze g e n t l e b r e e z e g e n t l e b r e e z e NNNNNNNNNNNNNNNN gentle breeze g e n t l e b r e e z e gentle breeze NNNNNNNNNNNNN gentle breeze g e n t l e b r e e bbox=[102, 1904, 1526, 1915]
texture-row: NNNNNNNNNNNNNNN gentle breeze g e n t l e b r e e z e NNNNNN gentle breeze NNN gentle breeze NNNNNNNNNNNNNNNN gentle breeze NNNNNNNNNNNNNNN NNNNNNNNN gentle breeze gentle breeze NNNNNNN gentle breeze gentle breeze gentle breeze gentle breeze NNNNNNNNNNNNNN NNNNNN gentle bbox=[102, 695, 1526, 705]
texture-row: gentle breeze NNNNNNN NNNNNN g e n t l e b r e e z e gentle breeze NNNNNNNNNN NNNNNNNNN g e n t l e b r e e z e gentle breeze gentle breeze NNNN gentle breeze gentle breeze NNNNNN NNNNNNN NNNNNNNNNNNN NNN NNNNNNNNNNNNNNNN gentle breeze NNNNNNNNNNNNNN NNNN g e n t l e b bbox=[102, 1104, 1526, 1114]
texture-row: NNNNNNNNNNNNNNNN gentle breeze gentle breeze gentle breeze bbox=[102, 2106, 1526, 2126]
texture-row: NNNNNNNNNNNNNN g e n t l e b r e e z e gentle breeze NNNNNNNNNN g e n t l e b r e e z e gentle breeze NNNNNNNNNNN gentle breeze g e n t l e b r e e z e g e n t l e b r e e z e NNNNNNNNNNNNNN NNNNNNNNNNNNNNNN gentle breeze g e n t l e b r e e z e g e n t l e b r e bbox=[102, 1668, 1526, 1678]
texture-row: g e n t l e b r e e z e NNNNNNNNNNNNNNNN g e n t l e b r e e z e g e n t l e b r e e z e NNNNNNNNNNNN g e n t l e b r e e z e gentle breeze gentle breeze gentle breeze gentle breeze gentle breeze gentle breeze g e n t l e b r e e z e gentle breeze gentle breeze bbox=[102, 1359, 1526, 1369]
texture-row: NNNNNNNNNNN gentle breeze NNNNNNNNNNNNNNNN gentle breeze gentle breeze g e n t l e b r e e z e gentle breeze NNNNNNNNNNNN gentle breeze gentle breeze NNNNN NNNNNNNNN g e n t l e b r e e z e NNNNNNNNNNN NNNNNNNNNNNNNN NNNNNN g e n t l e b r e e z e g e n t l e b r e e bbox=[102, 1515, 1526, 1524]
texture-row: g e n t l e b r e e z e NNN gentle breeze g e n t l e b r e e z e gentle breeze g e n t l e b r e e z e gentle breeze g e n t l e b r e e z e NNNNNNNNNNNNN NNNNN g e n t l e b r e e z e gentle breeze gentle breeze NNNNNNN NNNNNNNNNNNNN g e n t l e b r e e z e g bbox=[102, 1739, 1526, 1749]
texture-row: gentle breeze gentle breeze gentle breeze NNN gentle breeze g e n t l e b r e e z e NNNNNNNNNNN gentle breeze g e n t l e b r e e z e gentle breeze gentle breeze NNN NNNN NNNNNNNNNNNNNNNN g e n t l e b r e e z e gentle breeze NNNNNNNNNN NNNNNNNNNNNNNNN gentle breeze bbox=[102, 1691, 1527, 1702]
texture-row: g e n t l e b r e e z e NNNNNN gentle breeze NNNNNNNNNNN gentle breeze gentle breeze gentle breeze gentle breeze gentle breeze gentle breeze NNNNNNNNNN g e n t l e b r e e z e NNNNNN g e n t l e b r e e z e NNNNNNNNNNNNN g e n t l e b r e e z e NNNNNNNNNNNN gentle bbox=[102, 1370, 1526, 1380]
texture-row: NNNNNN NNNNNNNNNNNNNNN g e n t l e b r e e z e N bbox=[102, 316, 1526, 336]
texture-row: g e n t l e b r e e z e NNNNNNN g e n t l e b r e e z e gentle breeze gentle breeze gentle breeze NNN gentle breeze NNNNNN gentle breeze gentle breeze g e n t l e b r e e z e NNNNNNNNNNNNN gentle breeze NNNNNNNNNNNNNNNN gentle breeze NNNNNNNNNNNNNNN gentle breeze ge bbox=[102, 1822, 1527, 1832]
texture-row: gentle breeze gentle breeze gentle breeze g e n t l e b r e e z e NNNNNNNNNNNNNNNN NNNNNNNNN NNNNNNNNNNNNNNN bbox=[102, 921, 1526, 936]
texture-row: NNNNNNNNNNNN gentle breeze NNNNNNNNNNNNNNNN g e n t l e b r e e z e NNNNNNN gentle breeze NNNNN gentle breeze bbox=[102, 907, 1526, 922]
texture-row: gentle breeze gentle breeze gentle breeze gentle breeze g e n t l e b r e e z e gentle breeze g e n t l e b r e e z e NNNNNNNN gentle breeze NNNNNNNNNNNNN g e n t l e b r e e z e gentle breeze NNNN NNNNNNN g e n t l e b r e e z e gentle breeze gentle breeze NNNNN bbox=[102, 1327, 1526, 1336]
texture-row: g e n t l e b r e e z e NNNNNN g e n t l e b r e e z e gentle breeze NNNNNNNNNNNNNN NNNNNNNNNNNNNNNN gentle breeze g e n t l e b r e e z e gentle breeze NNNNNN g e n t l e b r e e z e g e n t l e b r e e z e NNNNNNNNNNN gentle breeze g e n t l e b r e e z e NNNN bbox=[102, 1012, 1527, 1021]
texture-row: NNNNNNNNNNNNNNNN NNNNNNNNNNNNNNNN NNNNNNNNNNNNNN gentle breeze gentle breeze gentle breeze NNNNNNNNN g e n t l e b r e e z e gentle breeze gentle breeze NNNNNNNNNNN gentle breeze g e n t l e b r e e z e gentle breeze g e n t l e b r e e z e g e n t l e b r e e z e bbox=[102, 1116, 1526, 1126]
texture-row: NNNNNNNNNNNNNN g e n t l e b r e e z e gentle breeze g e n t l e b r e e z e g e n t l e b r e e z e NNNNNNNN NNN g e n t l e b r e e z e NNNNNN gentle breeze NNNNNNNNNNNNNNN gentle breeze NNNNN NNNNNN gentle breeze NNNN gentle breeze gentle breeze g e n t l e b r bbox=[102, 1834, 1527, 1843]
texture-row: gentle breeze NNNN NNNNNNNNNNNNNNNN gentle breeze NNNNNNNN g e n t l e b r e e z e NNNNNNNNNNNN gentle breeze NNNNNNNNNNN g e n t l e b r e e z e g e n t l e b r e e z e g e n t l e b r e e z e NNNNNNNNNNNN g e n t l e b r e e z e gentle breeze g e n t l e b r e bbox=[102, 744, 1527, 755]
texture-row: gentle breeze NNNNNNNNN NNNNNNNNNNN g e n t l e b r e e z e NNNNN gentle br bbox=[102, 1199, 1526, 1217]
texture-row: gentle breeze g e n t l e b r e e z e NNNNNN gentle breeze NNNNNNNNNNNNNN NNNNNNN NNNNNNNNNN g e n t l e b r e e z e NNNNNNNNNNNNN g e n t l e b r e e z e g e n t l e b r e e z e NNN gentle breeze gentle breeze g e n t l e b r e e z e NNNNNNNN g e n t l e b r e e bbox=[102, 1293, 1526, 1304]
texture-row: gentle breeze gentle breeze NNNNNNNNNNNNNNN gentle breeze NNNNNNNNN g e n t l e b r e e z e g e n t l e b r e e z e gentle breeze NNNNNNNNNNN g e n t l e b r e e z e gentle breeze NNNNNN NNNNNNNNNNNNNN g e n t l e b r e e z e gentle breeze gentle breeze NNNNN gentl bbox=[102, 1526, 1526, 1536]
texture-row: g e n t l e b r e e z e gentle breeze NNNNNNNNNNNNNNN NNNNNNNNNNNNNN gentle breeze g e n t l e b r e e z e NNNN NNN gentle breeze gentle breeze NNNNNNNNN NNNNNNNNNNNN g e n t l e b r e e z e gentle breeze NNNNNNNNNNNNNN NNNNNNNNNNNNNN NNNNNN NNNNNNNNNNN NNNNNNNNNN NNNNN bbox=[102, 1857, 1526, 1867]
texture-row: gentle breeze g e n t l e b r e e z e gentle breeze gentle breeze NNNNNNNNNNN gentle breeze g e n t l e b r e e z e NNNN NNNNNNNNN NNNNNNNNNNNNNNN g e n t l e b r e e z e gentle breeze NNNNNNNNNNNNNN gentle breeze g e n t l e b r e e z e gentle breeze NNNNNNNNNNN g bbox=[102, 438, 1526, 448]
texture-row: NNNNNNNNNNNNNN g e n t l e b r e e z e NNNNNNNNNNNNNN gentle breeze g e n t l e b r e e z e gentle breeze gentle breeze gentle breeze g e n t l e b r e e z e g e n t l e b r e e z e gentle breeze g e n t l e b r e e z e gentle breeze g e n t l e b r e e z e NN bbox=[102, 1892, 1526, 1903]
texture-row: NNNNNNN gentle breeze NNNNNNNNNNNN gentle breeze NNNNN NNNN bbox=[102, 2073, 1526, 2092]
texture-row: g e n t l e b r e e z e gentle breeze NNNNNNNNNNNNNN gentle breeze gentle breeze g e n t l e b r e e z e NNNNNN NNNNN g e n t l e b r e e z e gentle breeze gentle breeze NNNNNNNNNN NNNN gentle breeze NNNNNNNNN gentle breeze NNNNNNNNNNNNN g e n t l e b r e e z e g e bbox=[102, 472, 1526, 482]
texture-row: gentle breeze gentle breeze gentle breeze g e n t l e b r e e z e g e n t l e b r e e z e gentle breeze NNNNNNN NNNNNNNNNNNNNN g e n t l e b r e e z e NNNNNNNNNNNNN gentle breeze NNNNNNNNNNNNNNN gentle breeze gentle breeze gentle breeze NNNNNNNNNN gentle breeze g e bbox=[102, 1425, 1526, 1435]
texture-row: NNNNNNNNNNNNN gentle breeze gentle breeze g e n t l e b r e e z e gentle breeze NNNNNNNN gentle breeze g e n t l e b r e e z e gentle breeze NNNNNNNNNNN g e n t l e b r e e z e g e n t l e b r e e z e NNNN gentle breeze gentle breeze NNNNNNN NNNNNNN gentle breeze bbox=[102, 769, 1526, 780]
texture-row: g e n t l e b r e e z e NNNNNNNNNNNNN NNNNNNNNNN gentle breeze gentle breeze NNNN NNNNNNNN NNNNNNNNNNNNNNNN g e n t l e b r e e z e NNNNNNNN g e n t l e b r e e z e g e n t l e b r e e z e NNNN NNNNNNN gentle breeze gentle breeze NNNNNNNNNNNNNNNN NNNNNNN NNNNNNNNNNNN bbox=[102, 1458, 1526, 1468]
texture-row: NNNNNNNNNN g e n t l e b r e e z e gentle breeze NNNN gentle breeze g e n t l e b r e e z e gentle breeze NNNNNNNNNNNNNN gentle breeze gentle breeze gentle breeze gentle breeze NNNNNNNNNNNN gentle breeze NNNNNNNNNNNNNNN gentle breeze NNNNNNNNNN g e n t l e b r e e z bbox=[102, 1728, 1527, 1737]
texture-row: NNNNNNN g e n t l e b r e e z e NNNNNNNNN NNNNNNNN gentle breeze NNNNNNNNNN NNNNN NNNNNNNNNNNNNNNN g e n t l e b r e e z e g e n t l e b r e e z e NNNNNNNNNNN gentle breeze NNNNNNNN gentle breeze NNNNNNNNNNNNNNN gentle breeze gentle breeze NNNNNNNNNN NNNNNNNNNNNNN g e n bbox=[102, 658, 1526, 668]
texture-row: g e n t l e b r e e z e g e n t l e b r e e z e NNNNNNNNNNN NNNNNNNNNNNN gentle breeze gentle breeze NNNNNNNNNNN g e n t l e b r e e z e gentle breeze g e n t l e b r e e z e NNNNNNNNNNNNN gentle breeze g e n t l e b r e e z e g e n t l e b r e e z e gentle breeze NNNNNNNNNNNNNNN gentle breez bbox=[102, 198, 1526, 208]
texture-row: gentle breeze gentle breeze g e n t l e b r e e z e NNNNNNNNNNNNNNN gentle breeze gentle breeze gentle breeze gentle breeze gentle breeze gentle breeze NNNNNNNNN gentle breeze gentle breeze NNNNNNNNNNN gentle breeze g e n t l e b r e e z e gentle breeze gentle breez bbox=[102, 1092, 1527, 1103]
texture-row: g e n t l e b r e e z e NNNNNNNNNNN gentle breeze NNNNNNNNNNNNN g e n t l e b r e e z e gentle breeze NNNNNNNNNN g e n t l e b r e e z e gentle breeze g e n t l e b r e e z e NNNNNNNNNNNNNN gentle breeze gentle breeze gentle breeze g e n t l e b r e e z e gentle bbox=[102, 855, 1527, 865]
texture-row: NNNNNNNN NNNNNNNNNNNNNN g e n t l e b r e e z e gentle bree bbox=[102, 2040, 1526, 2060]
texture-row: g e n t l e b r e e z e g e n t l e b r e e z e g e n t l e b r e e z e gentle breeze g e n t l e b r e e z e gentle breeze NNNNNNN g e n t l e b r e e z e NNNNNNNNNNNNNNNN gentle breeze gentle breeze NNNNNNNNN gentle breeze gentle breeze NNNNNNNNNNNNNNN gentle b bbox=[102, 977, 1526, 987]
texture-row: gentle breeze NNN gentle breeze g e n t l e b r e e z e gentle breeze gentle breeze NNNNNNN g e n t l e b r e e z e g e n t l e b r e e z e g e n t l e b r e e z e g e n t l e b r e e z e gentle breeze gentle breeze NNNNNNNNNNNNNNN g e n t l e b r e e z e NNNN bbox=[102, 381, 1526, 392]
texture-row: g e n t l e b r e e z e gentle breeze NNNNNNNNNNNNNN NNNNN bbox=[102, 2008, 1526, 2028]
texture-row: gentle breeze gentle breeze g e n t l e b r e e z e g e n t l e b r e e z e g e n t l e b r e e z e g e n t l e b r e e z e NNNNNNNNNNNNNNNN g e n t l e b r e e z e NNNNNNNN NNNNNNN NNNNNNNNNNNNNNN NNNNNNNN NNNNNNNNNNN g e n t l e b r e e z e gentle breeze g e n bbox=[102, 1550, 1527, 1560]
texture-row: NNNNNNNN NNNNNNN NNNNNNNNNNNNNN gentle breeze NNNNN g e n t l e b r e e z e bbox=[102, 1153, 1526, 1171]
texture-row: NNNNNNN gentle breeze NNNNNNNNNN g e n t l e b r e e z e gentle breeze NNNNNNNNNNNNNNN g e n t l e b r e e z e NNN gentle breeze NNNNNNNNNNNNN g e n t l e b r e e z e gentle breeze gentle breeze gentle breeze g e n t l e b r e e z e gentle breeze NNNN gentle breeze bbox=[102, 1597, 1526, 1607]
